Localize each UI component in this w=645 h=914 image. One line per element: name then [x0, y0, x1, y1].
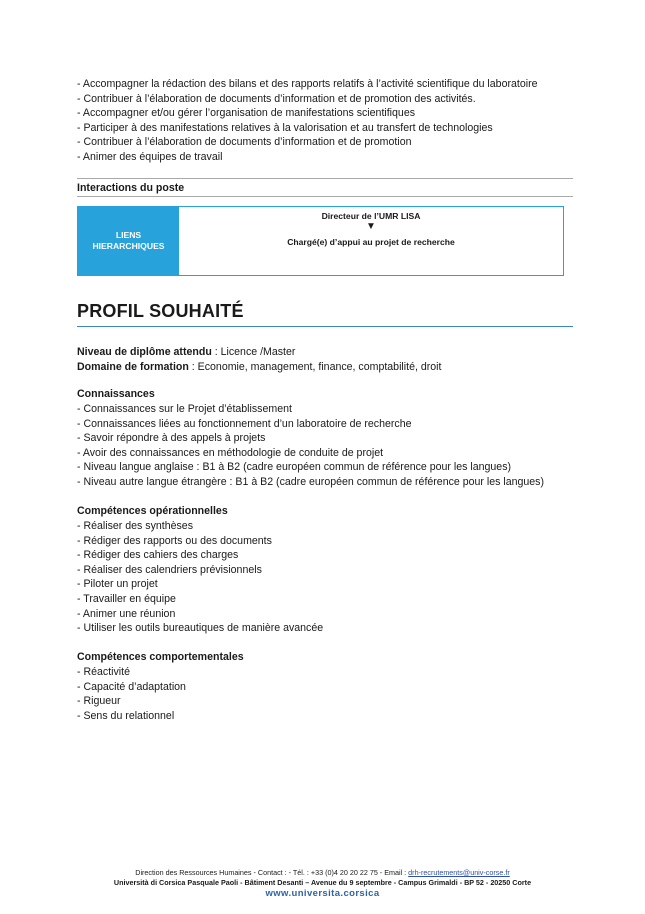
divider	[77, 178, 573, 179]
list-item: - Rédiger des cahiers des charges	[77, 549, 239, 562]
list-item: - Connaissances liées au fonctionnement d’un laboratoire de recherche	[77, 417, 412, 430]
hierarchy-table	[77, 206, 564, 276]
profile-heading: PROFIL SOUHAITÉ	[77, 301, 244, 321]
hierarchy-label-line2: HIERARCHIQUES	[92, 241, 165, 251]
behavioral-skills-list	[77, 665, 186, 723]
footer-contact-text: Direction des Ressources Humaines - Contact : - Tél. : +33 (0)4 20 20 22 75 - Email :	[135, 868, 409, 877]
list-item: - Réaliser des calendriers prévisionnels	[77, 563, 262, 576]
list-item: - Travailler en équipe	[77, 592, 176, 605]
diploma-value: : Licence /Master	[211, 346, 296, 358]
list-item: - Accompagner et/ou gérer l’organisation de manifestations scientifiques	[77, 107, 416, 120]
footer-website-link[interactable]: www.universita.corsica	[265, 888, 380, 899]
list-item: - Accompagner la rédaction des bilans et des rapports relatifs à l’activité scientifique du laboratoire	[77, 78, 538, 90]
list-item: - Animer des équipes de travail	[77, 150, 223, 163]
missions-list	[77, 77, 538, 165]
list-item: - Avoir des connaissances en méthodologie de conduite de projet	[77, 446, 384, 459]
diploma-label: Niveau de diplôme attendu	[77, 346, 212, 358]
section-divider	[77, 326, 573, 327]
hierarchy-content-cell	[179, 207, 563, 275]
list-item: - Sens du relationnel	[77, 709, 175, 722]
divider	[77, 196, 573, 197]
knowledge-heading: Connaissances	[77, 388, 155, 400]
footer-contact	[0, 868, 645, 877]
down-arrow-icon: ▼	[366, 221, 376, 232]
list-item: - Participer à des manifestations relatives à la valorisation et au transfert de technologies	[77, 121, 493, 134]
hierarchy-label-cell	[78, 207, 179, 275]
superior-title: Directeur de l’UMR LISA	[321, 211, 421, 221]
list-item: - Utiliser les outils bureautiques de manière avancée	[77, 622, 324, 635]
list-item: - Animer une réunion	[77, 607, 176, 620]
footer-address: Università di Corsica Pasquale Paoli - Bâtiment Desanti – Avenue du 9 septembre - Campus Grimaldi - BP 52 - 20250 Corte	[113, 878, 532, 887]
list-item: - Niveau autre langue étrangère : B1 à B2 (cadre européen commun de référence pour les langues)	[77, 475, 544, 488]
domain-line	[77, 360, 441, 375]
interactions-heading: Interactions du poste	[77, 182, 185, 194]
list-item: - Niveau langue anglaise : B1 à B2 (cadre européen commun de référence pour les langues)	[77, 461, 512, 474]
behavioral-skills-heading: Compétences comportementales	[77, 651, 244, 663]
operational-skills-heading: Compétences opérationnelles	[77, 505, 228, 517]
operational-skills-list	[77, 519, 323, 636]
domain-label: Domaine de formation	[77, 361, 189, 373]
footer-email-link[interactable]: drh-recrutements@univ-corse.fr	[408, 868, 510, 877]
list-item: - Réaliser des synthèses	[77, 520, 193, 532]
list-item: - Réactivité	[77, 666, 130, 678]
list-item: - Rédiger des rapports ou des documents	[77, 534, 272, 547]
knowledge-list	[77, 402, 544, 490]
list-item: - Rigueur	[77, 695, 121, 708]
position-title: Chargé(e) d’appui au projet de recherche	[287, 237, 455, 247]
list-item: - Savoir répondre à des appels à projets	[77, 432, 266, 445]
list-item: - Capacité d’adaptation	[77, 680, 186, 693]
hierarchy-label-line1: LIENS	[115, 229, 142, 240]
diploma-line	[77, 345, 295, 360]
list-item: - Piloter un projet	[77, 578, 158, 591]
list-item: - Contribuer à l’élaboration de documents d’information et de promotion	[77, 136, 412, 149]
domain-value: : Economie, management, finance, comptabilité, droit	[188, 361, 442, 373]
list-item: - Contribuer à l’élaboration de documents d’information et de promotion des activités.	[77, 92, 476, 105]
list-item: - Connaissances sur le Projet d’établissement	[77, 403, 292, 415]
